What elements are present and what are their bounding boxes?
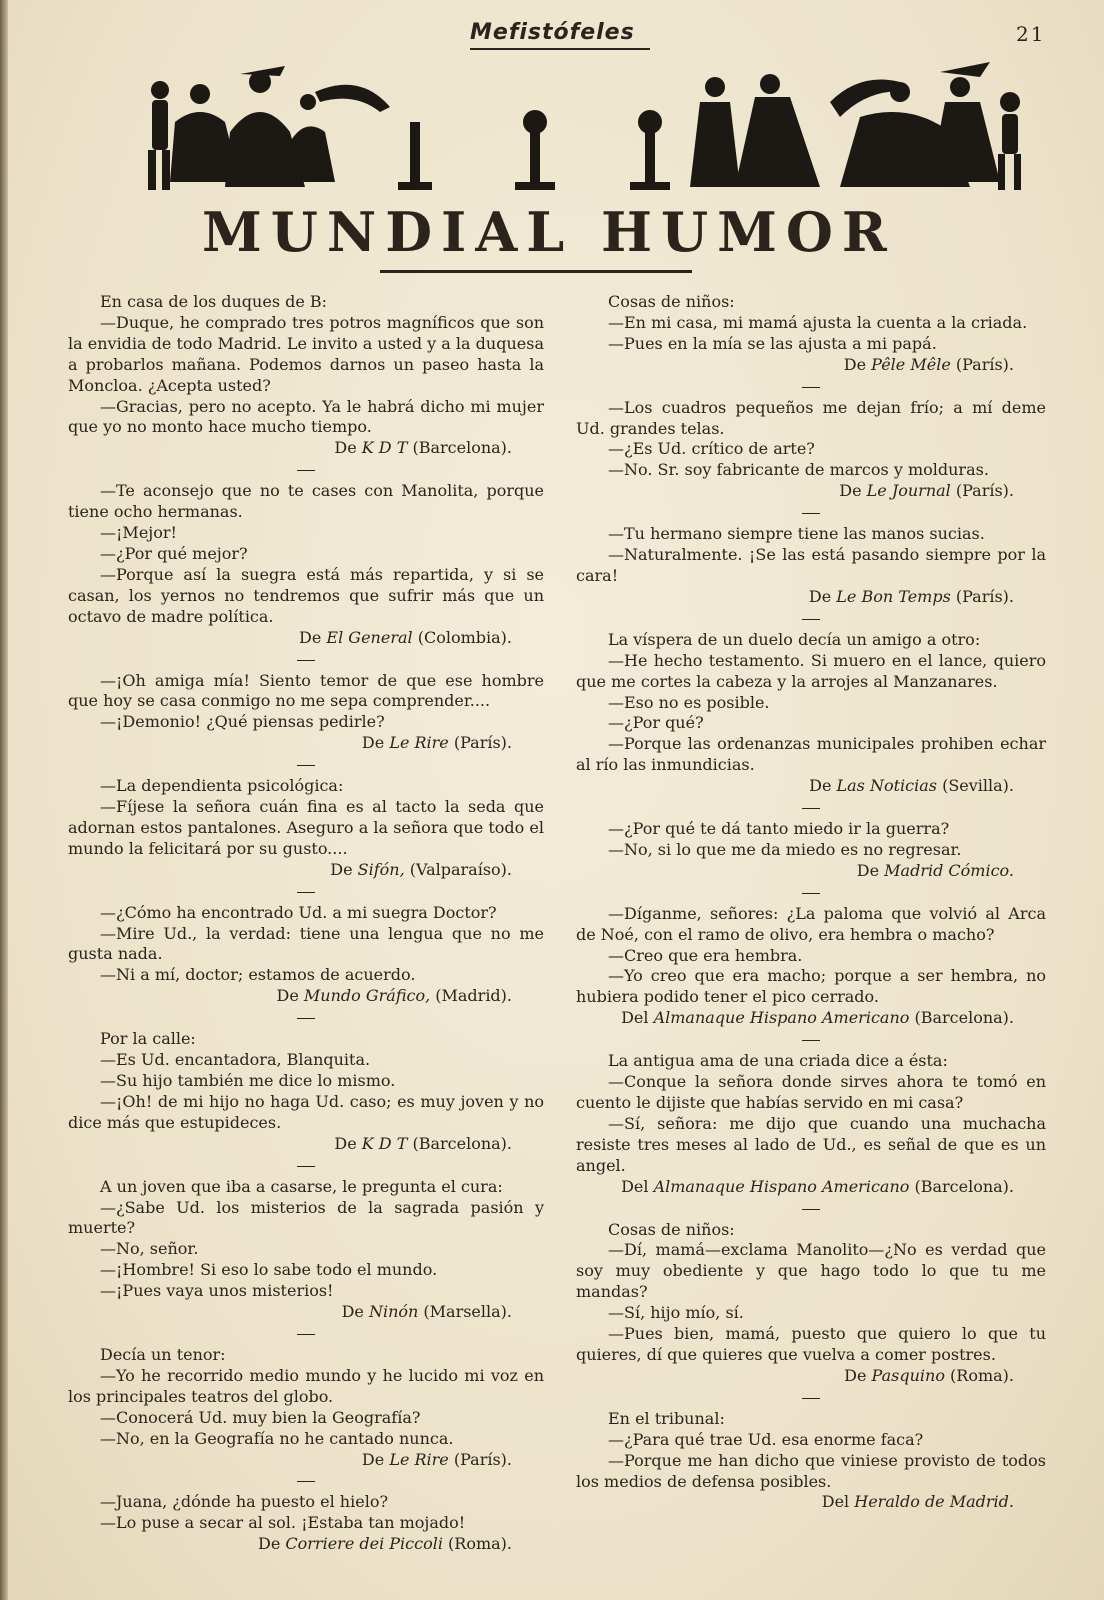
joke-line: En casa de los duques de B: [100,292,328,311]
source-prefix: Del [621,1008,654,1028]
joke-line: —No, en la Geografía no he cantado nunca. [100,1428,454,1448]
source-prefix: Del [821,1492,855,1512]
joke-source [68,1134,544,1155]
joke-line: —Gracias, pero no acepto. Ya le habrá dicho mi mujer que yo no monto hace mucho tiempo. [68,396,544,437]
joke-line: Por la calle: [100,1029,196,1049]
joke-separator [68,459,544,481]
joke-line: —La dependienta psicológica: [100,776,344,796]
joke-line: En el tribunal: [608,1408,725,1428]
joke-line: A un joven que iba a casarse, le pregunta el cura: [100,1176,503,1196]
joke-line: —¡Pues vaya unos misterios! [100,1281,334,1301]
joke-line: —¿Sabe Ud. los misterios de la sagrada pasión y muerte? [68,1197,544,1238]
joke-line: Cosas de niños: [608,292,735,311]
source-prefix: De [843,354,872,374]
source-prefix: De [330,859,358,879]
joke-source [68,1534,544,1555]
joke-line: —Díganme, señores: ¿La paloma que volvió al Arca de Noé, con el ramo de olivo, era hembra o macho? [576,903,1046,944]
joke-line: —Porque así la suegra está más repartida, y si se casan, los yernos no tendremos que sufrir más que un octavo de madre política. [68,564,544,626]
source-prefix: De [809,776,837,796]
joke-line: —¿Por qué mejor? [100,543,248,563]
source-name: K D T [361,438,408,458]
joke-source [576,1492,1046,1513]
source-name: Madrid Cómico. [884,860,1014,880]
joke-line: —¡Oh! de mi hijo no haga Ud. caso; es muy joven y no dice más que estupideces. [68,1091,544,1132]
joke-separator [68,649,544,671]
joke-line: —Pues en la mía se las ajusta a mi papá. [608,333,937,353]
joke-line: —¡Hombre! Si eso lo sabe todo el mundo. [100,1260,438,1280]
joke-line: —¡Mejor! [100,523,177,543]
dancing-figures-illustration [130,62,1030,202]
joke-line: —Ni a mí, doctor; estamos de acuerdo. [100,965,416,985]
joke-line: —Juana, ¿dónde ha puesto el hielo? [100,1492,389,1512]
joke-separator [68,754,544,776]
page-number: 21 [1016,22,1046,46]
joke-line: —Duque, he comprado tres potros magníficos que son la envidia de todo Madrid. Le invito a usted y a la duquesa a probarlos mañana. Podemos darnos un paseo hasta la Moncloa. ¿Acepta usted? [68,312,544,395]
joke-line: —Pues bien, mamá, puesto que quiero lo que tu quieres, dí que quieres que vuelva a comer postres. [576,1324,1046,1364]
joke-source [576,1008,1046,1029]
source-prefix: De [844,1365,872,1385]
source-name: Pasquino [871,1365,945,1385]
source-name: Le Rire [389,1449,449,1469]
joke-line: —Creo que era hembra. [608,945,803,965]
joke-separator [68,1007,544,1029]
joke-line: —Es Ud. encantadora, Blanquita. [100,1050,371,1070]
joke-line: La antigua ama de una criada dice a ésta: [608,1051,948,1071]
source-prefix: De [808,586,837,606]
joke-line: —¿Es Ud. crítico de arte? [608,439,815,459]
source-place: (Barcelona). [407,438,512,458]
source-prefix: Del [621,1176,654,1196]
joke-line: —Mire Ud., la verdad: tiene una lengua que no me gusta nada. [68,923,544,964]
source-name: Las Noticias [836,776,937,796]
joke-line: —No. Sr. soy fabricante de marcos y molduras. [608,460,989,480]
joke-separator [576,1029,1046,1051]
joke-line: Decía un tenor: [100,1344,226,1364]
source-place: (París). [950,481,1014,501]
source-place: (París). [950,354,1014,374]
joke-separator [576,882,1046,904]
joke-source [576,861,1046,882]
source-name: Almanaque Hispano Americano [653,1008,910,1028]
joke-source [68,628,544,649]
joke-line: —Lo puse a secar al sol. ¡Estaba tan mojado! [100,1513,466,1533]
joke-source [68,438,544,459]
joke-line: —Sí, hijo mío, sí. [608,1303,744,1323]
source-name: Ninón [368,1302,419,1322]
joke-line: —¿Cómo ha encontrado Ud. a mi suegra Doctor? [100,902,497,922]
joke-source [68,1450,544,1471]
joke-separator [576,608,1046,630]
joke-line: —Los cuadros pequeños me dejan frío; a mí deme Ud. grandes telas. [576,397,1046,438]
source-place: (París). [950,586,1014,606]
source-prefix: De [341,1302,369,1322]
source-prefix: De [258,1534,286,1554]
source-prefix: De [856,860,885,880]
source-name: K D T [361,1133,408,1153]
magazine-title: Mefistófeles [470,20,635,45]
source-place: (Barcelona). [407,1133,512,1153]
joke-separator [68,1323,544,1345]
joke-source [576,1366,1046,1387]
joke-source [576,481,1046,502]
joke-source [68,860,544,881]
joke-separator [576,1198,1046,1220]
joke-line: —Naturalmente. ¡Se las está pasando siempre por la cara! [576,545,1046,585]
joke-line: —No, si lo que me da miedo es no regresar. [608,839,962,859]
source-name: El General [326,627,413,647]
source-place: (Barcelona). [909,1176,1014,1196]
source-name: Sifón, [357,859,405,879]
source-place: (Valparaíso). [404,859,512,879]
source-prefix: De [361,733,390,753]
joke-source [68,986,544,1007]
source-place: (Marsella). [418,1302,512,1322]
joke-line: —¡Demonio! ¿Qué piensas pedirle? [100,712,385,732]
joke-separator [68,881,544,903]
joke-line: —¡Oh amiga mía! Siento temor de que ese hombre que hoy se casa conmigo no me sepa comprender.... [68,670,544,711]
source-place: (Sevilla). [936,776,1014,796]
joke-source [576,1177,1046,1198]
joke-line: —¿Para qué trae Ud. esa enorme faca? [608,1429,924,1449]
source-name: Almanaque Hispano Americano [653,1176,910,1196]
left-column [68,292,544,1555]
joke-source [68,1302,544,1323]
source-name: Corriere dei Piccoli [285,1534,443,1554]
joke-source [576,355,1046,376]
joke-line: —No, señor. [100,1239,199,1259]
joke-line: —Sí, señora: me dijo que cuando una muchacha resiste tres meses al lado de Ud., es señal de que es un angel. [576,1113,1046,1175]
joke-line: —En mi casa, mi mamá ajusta la cuenta a la criada. [608,312,1028,332]
joke-line: La víspera de un duelo decía un amigo a otro: [608,629,981,649]
joke-line: —¿Por qué te dá tanto miedo ir la guerra? [608,819,950,839]
source-place: (Colombia). [412,627,512,647]
section-title: MUNDIAL HUMOR [202,200,896,264]
joke-line: —Su hijo también me dice lo mismo. [100,1071,396,1090]
source-place: (Roma). [442,1534,512,1554]
joke-separator [576,502,1046,524]
source-prefix: De [276,986,304,1006]
joke-separator [68,1470,544,1492]
page-edge [0,0,8,1600]
joke-separator [576,376,1046,398]
joke-line: —Tu hermano siempre tiene las manos sucias. [608,524,985,544]
source-place: (Barcelona). [909,1008,1014,1028]
source-name: Le Bon Temps [836,586,951,606]
joke-line: —Dí, mamá—exclama Manolito—¿No es verdad que soy muy obediente y que hago todo lo que tu me mandas? [576,1240,1046,1302]
source-prefix: De [334,438,362,458]
source-name: Mundo Gráfico, [303,986,431,1006]
joke-line: —Conque la señora donde sirves ahora te tomó en cuento le dijiste que habías servido en mi casa? [576,1072,1046,1112]
joke-line: —¿Por qué? [608,713,704,733]
joke-separator [576,1387,1046,1409]
source-name: Pêle Mêle [871,354,951,374]
source-name: Le Rire [389,733,449,753]
joke-source [68,733,544,754]
joke-separator [576,797,1046,819]
source-place: (París). [448,733,512,753]
joke-line: —Porque me han dicho que viniese provisto de todos los medios de defensa posibles. [576,1450,1046,1491]
source-prefix: De [361,1449,390,1469]
source-place: (Roma). [944,1365,1014,1385]
source-prefix: De [839,481,867,501]
right-column [576,292,1046,1513]
source-prefix: De [299,627,327,647]
source-prefix: De [334,1133,362,1153]
title-rule [380,270,692,273]
header-rule [470,48,650,50]
joke-line: —Te aconsejo que no te cases con Manolita, porque tiene ocho hermanas. [68,481,544,522]
joke-source [576,587,1046,608]
joke-line: —He hecho testamento. Si muero en el lance, quiero que me cortes la cabeza y la arrojes al Manzanares. [576,650,1046,691]
joke-line: —Fíjese la señora cuán fina es al tacto la seda que adornan estos pantalones. Aseguro a la señora que todo el mundo la felicitará por su gusto.... [68,797,544,858]
joke-line: —Yo he recorrido medio mundo y he lucido mi voz en los principales teatros del globo. [68,1365,544,1406]
joke-line: Cosas de niños: [608,1219,735,1239]
joke-line: —Conocerá Ud. muy bien la Geografía? [100,1407,421,1427]
source-name: Heraldo de Madrid. [854,1492,1014,1512]
joke-separator [68,1155,544,1177]
joke-line: —Porque las ordenanzas municipales prohiben echar al río las inmundicias. [576,734,1046,775]
source-name: Le Journal [866,481,951,501]
joke-line: —Eso no es posible. [608,692,770,712]
joke-line: —Yo creo que era macho; porque a ser hembra, no hubiera podido tener el pico cerrado. [576,966,1046,1007]
joke-source [576,776,1046,797]
source-place: (París). [448,1449,512,1469]
source-place: (Madrid). [430,986,512,1006]
